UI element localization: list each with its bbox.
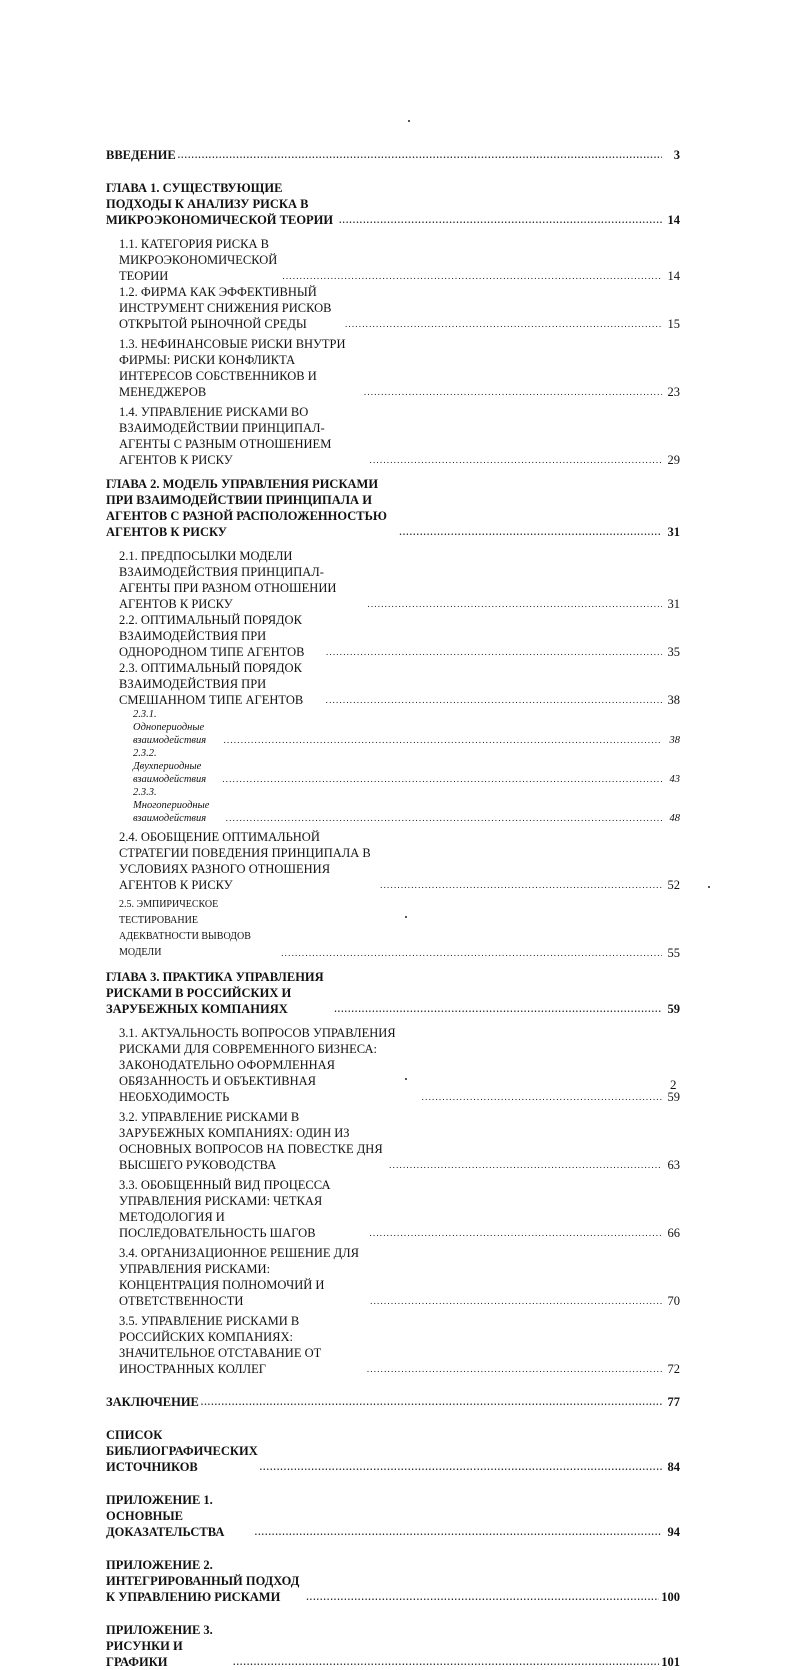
toc-page: 14 <box>667 213 680 227</box>
toc-entry-3-1[interactable] <box>106 1025 680 1105</box>
toc-page: 43 <box>669 774 680 785</box>
leader-dots <box>422 1089 662 1105</box>
toc-title: 3.2. УПРАВЛЕНИЕ РИСКАМИ В ЗАРУБЕЖНЫХ КОМПАНИЯХ: ОДИН ИЗ ОСНОВНЫХ ВОПРОСОВ НА ПОВЕСТКЕ ДНЯ ВЫСШЕГО РУКОВОДСТВА <box>119 1110 383 1172</box>
toc-entry-2-3-3[interactable] <box>106 786 680 825</box>
toc-page: 55 <box>667 946 680 960</box>
toc-page: 59 <box>667 1002 680 1016</box>
toc-entry-2-2[interactable] <box>106 612 680 660</box>
toc-page: 15 <box>667 317 680 331</box>
toc-page: 3 <box>673 148 680 162</box>
toc-title: 3.3. ОБОБЩЕННЫЙ ВИД ПРОЦЕССА УПРАВЛЕНИЯ РИСКАМИ: ЧЕТКАЯ МЕТОДОЛОГИЯ И ПОСЛЕДОВАТЕЛЬНОСТЬ ШАГОВ <box>119 1178 331 1240</box>
toc-title: ПРИЛОЖЕНИЕ 2. ИНТЕГРИРОВАННЫЙ ПОДХОД К УПРАВЛЕНИЮ РИСКАМИ <box>106 1558 300 1604</box>
leader-dots <box>369 1225 662 1241</box>
toc-title: ГЛАВА 1. СУЩЕСТВУЮЩИЕ ПОДХОДЫ К АНАЛИЗУ РИСКА В МИКРОЭКОНОМИЧЕСКОЙ ТЕОРИИ <box>106 181 334 227</box>
toc-page: 94 <box>667 1525 680 1539</box>
toc-title: 2.3.3. Многопериодные взаимодействия <box>133 787 210 824</box>
toc-title: 3.4. ОРГАНИЗАЦИОННОЕ РЕШЕНИЕ ДЛЯ УПРАВЛЕНИЯ РИСКАМИ: КОНЦЕНТРАЦИЯ ПОЛНОМОЧИЙ И ОТВЕТСТВЕННОСТИ <box>119 1246 360 1308</box>
leader-dots <box>370 452 662 468</box>
leader-dots <box>306 1589 659 1605</box>
leader-dots <box>339 212 662 228</box>
toc-title: ЗАКЛЮЧЕНИЕ <box>106 1395 199 1409</box>
leader-dots <box>255 1524 662 1540</box>
toc-entry-chapter-2[interactable] <box>106 476 680 540</box>
toc-title: СПИСОК БИБЛИОГРАФИЧЕСКИХ ИСТОЧНИКОВ <box>106 1428 258 1474</box>
toc-entry-3-3[interactable] <box>106 1177 680 1241</box>
toc-entry-2-5[interactable] <box>106 897 680 961</box>
toc-entry-1-1[interactable] <box>106 236 680 284</box>
toc-title: 2.3.2. Двухпериодные взаимодействия <box>133 748 207 785</box>
table-of-contents <box>106 147 680 1670</box>
leader-dots <box>233 1654 659 1670</box>
leader-dots <box>222 773 662 786</box>
leader-dots <box>178 147 662 163</box>
toc-page: 38 <box>669 735 680 746</box>
toc-entry-2-3-1[interactable] <box>106 708 680 747</box>
leader-dots <box>224 734 662 747</box>
toc-page: 101 <box>661 1655 680 1669</box>
leader-dots <box>281 945 662 961</box>
leader-dots <box>364 384 662 400</box>
toc-entry-3-4[interactable] <box>106 1245 680 1309</box>
leader-dots <box>367 1361 662 1377</box>
toc-title: ВВЕДЕНИЕ <box>106 148 176 162</box>
toc-page: 66 <box>667 1226 680 1240</box>
toc-page: 48 <box>669 813 680 824</box>
toc-page: 23 <box>667 385 680 399</box>
toc-entry-chapter-3[interactable] <box>106 969 680 1017</box>
toc-title: ПРИЛОЖЕНИЕ 3. РИСУНКИ И ГРАФИКИ <box>106 1623 213 1669</box>
toc-entry-appendix-3[interactable] <box>106 1622 680 1670</box>
leader-dots <box>380 877 662 893</box>
toc-page: 59 <box>667 1090 680 1104</box>
toc-title: 1.3. НЕФИНАНСОВЫЕ РИСКИ ВНУТРИ ФИРМЫ: РИСКИ КОНФЛИКТА ИНТЕРЕСОВ СОБСТВЕННИКОВ И МЕНЕДЖЕРОВ <box>119 337 346 399</box>
toc-title: 2.5. ЭМПИРИЧЕСКОЕ ТЕСТИРОВАНИЕ АДЕКВАТНОСТИ ВЫВОДОВ МОДЕЛИ <box>119 899 251 958</box>
toc-title: ГЛАВА 3. ПРАКТИКА УПРАВЛЕНИЯ РИСКАМИ В РОССИЙСКИХ И ЗАРУБЕЖНЫХ КОМПАНИЯХ <box>106 970 324 1016</box>
toc-page: 29 <box>667 453 680 467</box>
toc-page: 70 <box>667 1294 680 1308</box>
toc-title: 1.4. УПРАВЛЕНИЕ РИСКАМИ ВО ВЗАИМОДЕЙСТВИИ ПРИНЦИПАЛ-АГЕНТЫ С РАЗНЫМ ОТНОШЕНИЕМ АГЕНТОВ К РИСКУ <box>119 405 332 467</box>
toc-entry-1-4[interactable] <box>106 404 680 468</box>
leader-dots <box>399 524 662 540</box>
toc-entry-2-3-2[interactable] <box>106 747 680 786</box>
toc-entry-appendix-2[interactable] <box>106 1557 680 1605</box>
scan-speck <box>408 120 410 122</box>
toc-title: ГЛАВА 2. МОДЕЛЬ УПРАВЛЕНИЯ РИСКАМИ ПРИ ВЗАИМОДЕЙСТВИИ ПРИНЦИПАЛА И АГЕНТОВ С РАЗНОЙ РАСПОЛОЖЕННОСТЬЮ АГЕНТОВ К РИСКУ <box>106 477 387 539</box>
toc-entry-2-3[interactable] <box>106 660 680 708</box>
leader-dots <box>370 1293 662 1309</box>
leader-dots <box>201 1394 662 1410</box>
page-number: 2 <box>670 1077 677 1092</box>
toc-title: 2.1. ПРЕДПОСЫЛКИ МОДЕЛИ ВЗАИМОДЕЙСТВИЯ ПРИНЦИПАЛ-АГЕНТЫ ПРИ РАЗНОМ ОТНОШЕНИИ АГЕНТОВ К РИСКУ <box>119 549 337 611</box>
toc-entry-appendix-1[interactable] <box>106 1492 680 1540</box>
toc-page: 72 <box>667 1362 680 1376</box>
toc-entry-chapter-1[interactable] <box>106 180 680 228</box>
leader-dots <box>282 268 662 284</box>
toc-entry-2-4[interactable] <box>106 829 680 893</box>
toc-entry-bibliography[interactable] <box>106 1427 680 1475</box>
toc-title: 1.1. КАТЕГОРИЯ РИСКА В МИКРОЭКОНОМИЧЕСКОЙ ТЕОРИИ <box>119 237 278 283</box>
toc-entry-2-1[interactable] <box>106 548 680 612</box>
scan-speck <box>405 916 407 918</box>
leader-dots <box>345 316 662 332</box>
toc-page: 14 <box>667 269 680 283</box>
toc-title: 2.2. ОПТИМАЛЬНЫЙ ПОРЯДОК ВЗАИМОДЕЙСТВИЯ ПРИ ОДНОРОДНОМ ТИПЕ АГЕНТОВ <box>119 613 305 659</box>
toc-title: 3.1. АКТУАЛЬНОСТЬ ВОПРОСОВ УПРАВЛЕНИЯ РИСКАМИ ДЛЯ СОВРЕМЕННОГО БИЗНЕСА: ЗАКОНОДАТЕЛЬНО ОФОРМЛЕННАЯ ОБЯЗАННОСТЬ И ОБЪЕКТИВНАЯ НЕОБХОДИМОСТЬ <box>119 1026 396 1104</box>
leader-dots <box>226 812 662 825</box>
leader-dots <box>367 596 662 612</box>
toc-page: 77 <box>667 1395 680 1409</box>
toc-page: 100 <box>661 1590 680 1604</box>
toc-page: 31 <box>667 597 680 611</box>
toc-title: 3.5. УПРАВЛЕНИЕ РИСКАМИ В РОССИЙСКИХ КОМПАНИЯХ: ЗНАЧИТЕЛЬНОЕ ОТСТАВАНИЕ ОТ ИНОСТРАННЫХ КОЛЛЕГ <box>119 1314 322 1376</box>
leader-dots <box>326 644 662 660</box>
leader-dots <box>326 692 662 708</box>
toc-page: 38 <box>667 693 680 707</box>
toc-title: 1.2. ФИРМА КАК ЭФФЕКТИВНЫЙ ИНСТРУМЕНТ СНИЖЕНИЯ РИСКОВ ОТКРЫТОЙ РЫНОЧНОЙ СРЕДЫ <box>119 285 332 331</box>
toc-page: 84 <box>667 1460 680 1474</box>
toc-title: ПРИЛОЖЕНИЕ 1. ОСНОВНЫЕ ДОКАЗАТЕЛЬСТВА <box>106 1493 225 1539</box>
toc-entry-1-2[interactable] <box>106 284 680 332</box>
toc-entry-conclusion[interactable] <box>106 1394 680 1410</box>
toc-title: 2.3. ОПТИМАЛЬНЫЙ ПОРЯДОК ВЗАИМОДЕЙСТВИЯ ПРИ СМЕШАННОМ ТИПЕ АГЕНТОВ <box>119 661 304 707</box>
leader-dots <box>334 1001 662 1017</box>
toc-page: 63 <box>667 1158 680 1172</box>
toc-page: 35 <box>667 645 680 659</box>
toc-page: 52 <box>667 878 680 892</box>
leader-dots <box>389 1157 662 1173</box>
toc-entry-3-2[interactable] <box>106 1109 680 1173</box>
toc-page: 31 <box>667 525 680 539</box>
toc-entry-intro[interactable] <box>106 147 680 163</box>
toc-entry-1-3[interactable] <box>106 336 680 400</box>
toc-title: 2.4. ОБОБЩЕНИЕ ОПТИМАЛЬНОЙ СТРАТЕГИИ ПОВЕДЕНИЯ ПРИНЦИПАЛА В УСЛОВИЯХ РАЗНОГО ОТНОШЕНИЯ АГЕНТОВ К РИСКУ <box>119 830 371 892</box>
scan-speck <box>708 886 710 888</box>
toc-entry-3-5[interactable] <box>106 1313 680 1377</box>
scan-speck <box>405 1078 407 1080</box>
toc-title: 2.3.1. Однопериодные взаимодействия <box>133 709 207 746</box>
leader-dots <box>260 1459 662 1475</box>
